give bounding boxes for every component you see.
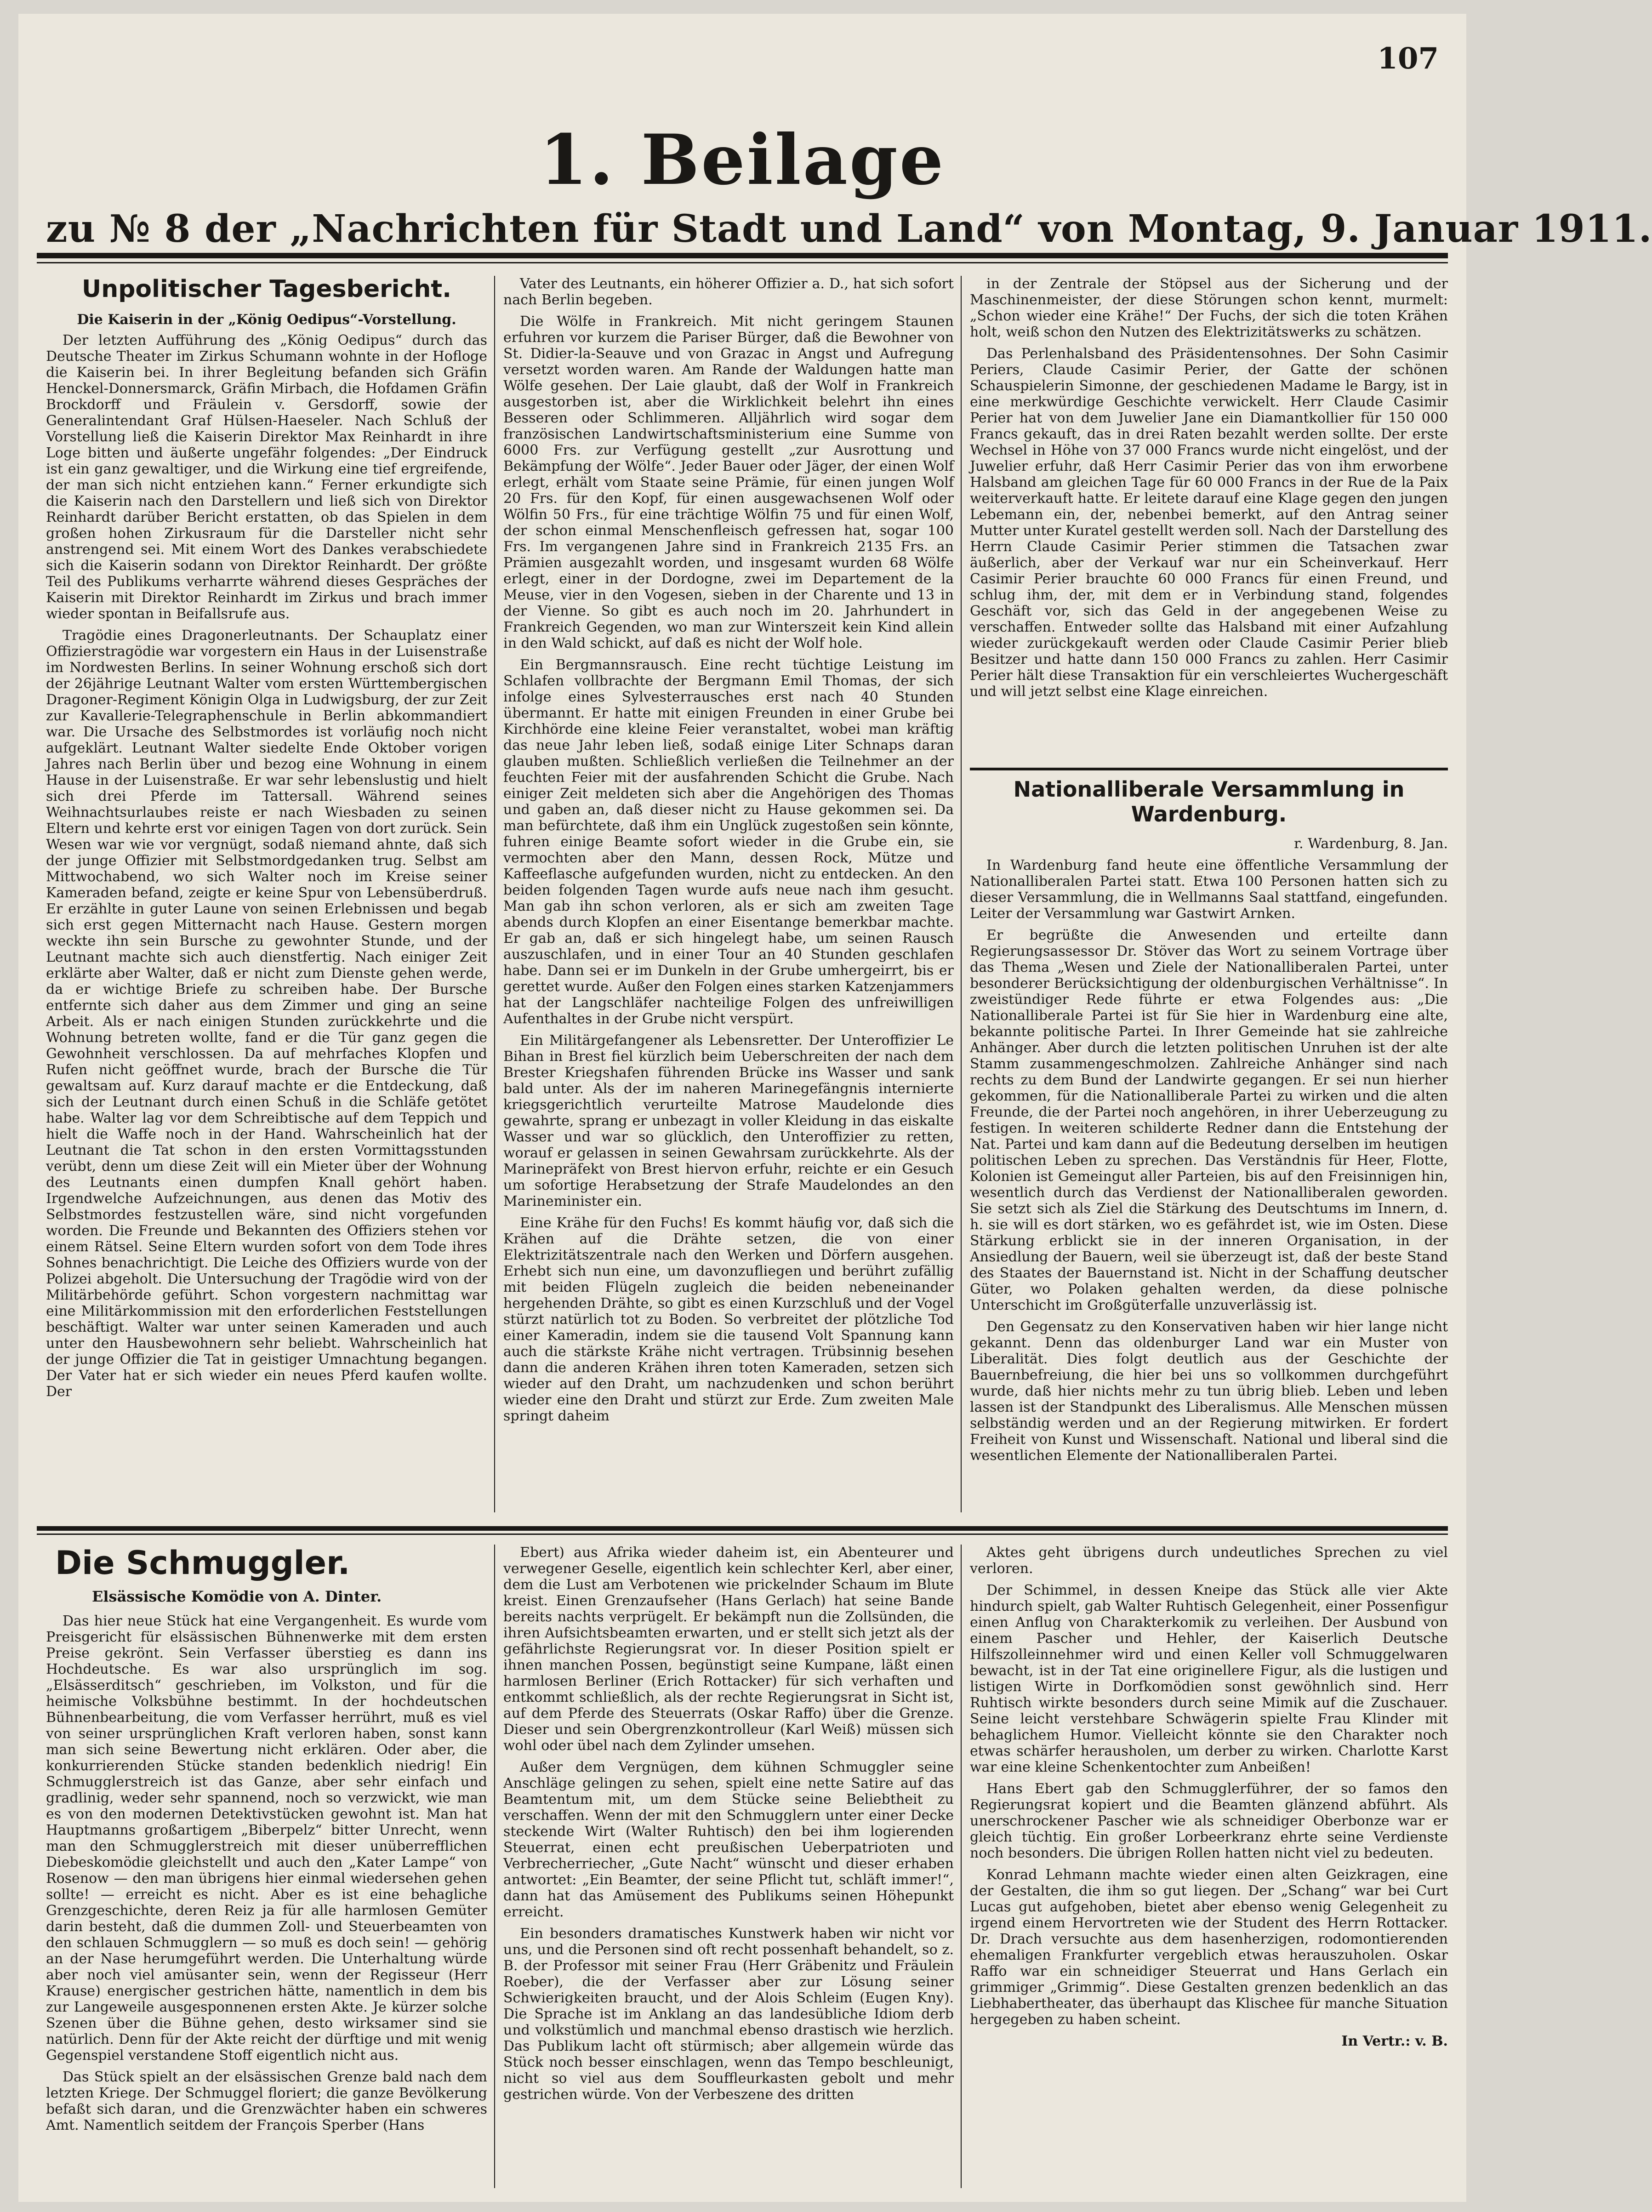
page-number: 107 [1377,41,1439,76]
newspaper-page [18,14,1652,2202]
dateline: r. Wardenburg, 8. Jan. [1294,836,1448,852]
column-divider [494,1545,495,2188]
article-paragraph: Ein Militärgefangener als Lebensretter. Der Unteroffizier Le Bihan in Brest fiel kürzlich beim Ueberschreiten der nach dem Brester Kriegshafen führenden Brücke ins Wasser und sank bald unter. Als der im naheren Marinegefängnis internierte kriegsgerichtlich verurteilte Matrose Maudelonde dies gewahrte, sprang er unbezagt in voller Kleidung in das eiskalte Wasser und war so glücklich, den Unteroffizier zu retten, worauf er gelassen in seinen Gewahrsam zurückkehrte. Als der Marinepräfekt von Brest hiervon erfuhr, reichte er ein Gesuch um sofortige Herabsetzung der Strafe Maudelondes an den Marineminister ein. [503,1032,954,1209]
feuilleton-rule-thick [37,1526,1448,1531]
column-middle [503,276,954,1512]
article-paragraph: Ein Bergmannsrausch. Eine recht tüchtige Leistung im Schlafen vollbrachte der Bergmann Emil Thomas, der sich infolge eines Sylvesterrausches erst nach 40 Stunden übermannt. Er hatte mit einigen Freunden in einer Grube bei Kirchhörde eine kleine Feier veranstaltet, wobei man kräftig das neue Jahr leben ließ, sodaß einige Liter Schnaps daran glauben mußten. Schließlich verließen die Teilnehmer an der feuchten Feier mit der ausfahrenden Schicht die Grube. Nach einiger Zeit meldeten sich aber die Angehörigen des Thomas und gaben an, daß dieser nicht zu Hause gekommen sei. Da man befürchtete, daß ihm ein Unglück zugestoßen sein könnte, fuhren einige Beamte sofort wieder in die Grube ein, sie vermochten aber den Mann, dessen Rock, Mütze und Kaffeeflasche aufgefunden wurden, nicht zu entdecken. An den beiden folgenden Tagen wurde aufs neue nach ihm gesucht. Man gab ihn schon verloren, als er sich am zweiten Tage abends durch Klopfen an einer Eisentange bemerkbar machte. Er gab an, daß er sich hingelegt habe, um seinen Rausch auszuschlafen, und in einer Tour an 40 Stunden geschlafen habe. Dann sei er im Dunkeln in der Grube umhergeirrt, bis er gerettet wurde. Außer den Folgen eines starken Katzenjammers hat der Langschläfer nachteilige Folgen des unfreiwilligen Aufenthaltes in der Grube nicht verspürt. [503,657,954,1027]
article-paragraph: Der letzten Aufführung des „König Oedipus“ durch das Deutsche Theater im Zirkus Schumann wohnte in der Hofloge die Kaiserin bei. In ihrer Begleitung befanden sich Gräfin Henckel-Donnersmarck, Gräfin Mirbach, die Hofdamen Gräfin Brockdorff und Fräulein v. Gersdorff, sowie der Generalintendant Graf Hülsen-Haeseler. Nach Schluß der Vorstellung ließ die Kaiserin Direktor Max Reinhardt in ihre Loge bitten und äußerte ungefähr folgendes: „Der Eindruck ist ein ganz gewaltiger, und die Wirkung eine tief ergreifende, der man sich nicht entziehen kann.“ Ferner erkundigte sich die Kaiserin nach den Darstellern und ließ sich von Direktor Reinhardt darüber Bericht erstatten, ob das Spielen in dem großen hohen Zirkusraum für die Darsteller nicht sehr anstrengend sei. Mit einem Wort des Dankes verabschiedete sich die Kaiserin sodann von Direktor Reinhardt. Der größte Teil des Publikums verharrte während dieses Gespräches der Kaiserin mit Direktor Reinhardt im Zirkus und brach immer wieder spontan in Beifallsrufe aus. [46,332,487,622]
column-divider [494,276,495,1512]
author-signature: In Vertr.: v. B. [1341,2033,1448,2049]
column-divider [961,276,962,1512]
section-heading: Unpolitischer Tagesbericht. [81,275,452,303]
review-paragraph: Konrad Lehmann machte wieder einen alten Geizkragen, eine der Gestalten, die ihm so gut liegen. Der „Schang“ war bei Curt Lucas gut aufgehoben, bietet aber ebenso wenig Gelegenheit zu irgend einem Hervortreten wie der Student des Herrn Rottacker. Dr. Drach versuchte aus dem hasenherzigen, rodomontierenden ehemaligen Frankfurter vergeblich etwas herauszuholen. Oskar Raffo war ein schneidiger Steuerrat und Hans Gerlach ein grimmiger „Grimmig“. Diese Gestalten grenzen bedenklich an das Liebhabertheater, das überhaupt das Klischee für manche Situation hergegeben zu haben scheint. [970,1867,1448,2028]
article-paragraph: Er begrüßte die Anwesenden und erteilte dann Regierungsassessor Dr. Stöver das Wort zu seinem Vortrage über das Thema „Wesen und Ziele der Nationalliberalen Partei, unter besonderer Berücksichtigung der oldenburgischen Verhältnisse“. In zweistündiger Rede führte er etwa Folgendes aus: „Die Nationalliberale Partei ist für Sie hier in Wardenburg eine alte, bekannte politische Partei. In Ihrer Gemeinde hat sie zahlreiche Anhänger. Aber durch die letzten politischen Unruhen ist der alte Stamm zusammengeschmolzen. Zahlreiche Anhänger sind nach rechts zu dem Bund der Landwirte gegangen. Er sei nun hierher gekommen, für die Nationalliberale Partei zu wirken und die alten Freunde, die der Partei noch angehören, in ihrer Ueberzeugung zu festigen. In weiteren schilderte Redner dann die Entstehung der Nat. Partei und kam dann auf die Bedeutung derselben im heutigen politischen Leben zu sprechen. Das Verständnis für Heer, Flotte, Kolonien ist Gemeingut aller Parteien, bis auf den Freisinnigen hin, wesentlich durch das Verdienst der Nationalliberalen geworden. Sie setzt sich als Ziel die Stärkung des Deutschtums im Innern, d. h. sie will es dort stärken, wo es gefährdet ist, wie im Osten. Diese Stärkung erblickt sie in der inneren Organisation, in der Ansiedlung der Bauern, weil sie überzeugt ist, daß der beste Stand des Staates der Bauernstand ist. Nicht in der Schaffung deutscher Güter, wo Polaken gehalten werden, da diese polnische Unterschicht im Großgüterfalle unzuverlässig ist. [970,927,1448,1313]
article-paragraph: in der Zentrale der Stöpsel aus der Sicherung und der Maschinenmeister, der diese Störungen schon kennt, murmelt: „Schon wieder eine Krähe!“ Der Fuchs, der sich die toten Krähen holt, weiß schon den Nutzen des Elektrizitätswerks zu schätzen. [970,276,1448,340]
column-right-top [970,276,1448,763]
masthead-rule-thick [37,253,1448,258]
review-paragraph: Außer dem Vergnügen, dem kühnen Schmuggler seine Anschläge gelingen zu sehen, spielt eine nette Satire auf das Beamtentum mit, um dem Stücke seine Beliebtheit zu verschaffen. Wenn der mit den Schmugglern unter einer Decke steckende Wirt (Walter Ruhtisch) den bei ihm logierenden Steuerrat, einen echt preußischen Ueberpatrioten und Verbrecherriecher, „Gute Nacht“ wünscht und dieser erhaben antwortet: „Ein Beamter, der seine Pflicht tut, schläft immer!“, dann hat das Amüsement des Publikums seinen Höhepunkt erreicht. [503,1759,954,1920]
section-rule [970,768,1448,770]
review-paragraph: Ebert) aus Afrika wieder daheim ist, ein Abenteurer und verwegener Geselle, eigentlich kein schlechter Kerl, aber einer, dem die Lust am Verbotenen wie prickelnder Schaum im Blute kreist. Einen Grenzaufseher (Hans Gerlach) hat seine Bande bereits nachts verprügelt. Er bekämpft nun die Zollsünden, die ihren Aufsichtsbeamten erwarten, und er stellt sich jetzt als der gefährlichste Regierungsrat vor. In dieser Position spielt er ihnen manchen Possen, begünstigt seine Kumpane, läßt einen harmlosen Berliner (Erich Rottacker) für sich verhaften und entkommt schließlich, als der rechte Regierungsrat in Sicht ist, auf dem Pferde des Steuerrats (Oskar Raffo) über die Grenze. Dieser und sein Obergrenzkontrolleur (Karl Weiß) müssen sich wohl oder übel nach dem Zylinder umsehen. [503,1545,954,1754]
article-heading: Die Kaiserin in der „König Oedipus“-Vorstellung. [77,312,456,328]
feuilleton-rule-thin [37,1534,1448,1535]
column-left [46,276,487,1512]
feuilleton-subheading: Elsässische Komödie von A. Dinter. [92,1588,382,1605]
masthead-rule-thin [37,262,1448,263]
nationalliberal-heading: Nationalliberale Versammlung in Wardenburg. [1013,777,1405,827]
article-paragraph: Eine Krähe für den Fuchs! Es kommt häufig vor, daß sich die Krähen auf die Drähte setzen, die von einer Elektrizitätszentrale nach den Werken und Dörfern ausgehen. Erhebt sich nun eine, um davonzufliegen und berührt zufällig mit beiden Flügeln zugleich die beiden nebeneinander hergehenden Drähte, so gibt es einen Kurzschluß und der Vogel stürzt natürlich tot zu Boden. So verbreitet der plötzliche Tod einer Kameradin, indem sie die tausend Volt Spannung kann auch die stärkste Krähe nicht vertragen. Trübsinnig besehen dann die anderen Krähen ihren toten Kameraden, setzen sich wieder auf den Draht, um nachzudenken und schon berührt wieder eine den Draht und stürzt zur Erde. Zum zweiten Male springt daheim [503,1215,954,1424]
feuilleton-col-a [46,1545,487,2188]
feuilleton-col-b [503,1545,954,2188]
article-paragraph: In Wardenburg fand heute eine öffentliche Versammlung der Nationalliberalen Partei statt. Etwa 100 Personen hatten sich zu dieser Versammlung, die in Wellmanns Saal stattfand, eingefunden. Leiter der Versammlung war Gastwirt Arnken. [970,857,1448,922]
review-paragraph: Aktes geht übrigens durch undeutliches Sprechen zu viel verloren. [970,1545,1448,1577]
review-paragraph: Hans Ebert gab den Schmugglerführer, der so famos den Regierungsrat kopiert und die Beamten glänzend abführt. Als unerschrockener Pascher wie als schneidiger Oberbonze war er gleich tüchtig. Ein großer Lorbeerkranz ehrte seine Verdienste noch besonders. Die übrigen Rollen hatten nicht viel zu bedeuten. [970,1781,1448,1861]
feuilleton-col-c [970,1545,1448,2188]
article-paragraph: Tragödie eines Dragonerleutnants. Der Schauplatz einer Offizierstragödie war vorgestern ein Haus in der Luisenstraße im Nordwesten Berlins. In seiner Wohnung erschoß sich dort der 26jährige Leutnant Walter vom ersten Württembergischen Dragoner-Regiment Königin Olga in Ludwigsburg, der zur Zeit zur Kavallerie-Telegraphenschule in Berlin abkommandiert war. Die Ursache des Selbstmordes ist vorläufig noch nicht aufgeklärt. Leutnant Walter siedelte Ende Oktober vorigen Jahres nach Berlin über und bezog eine Wohnung in einem Hause in der Luisenstraße. Er war sehr lebenslustig und hielt sich drei Pferde im Tattersall. Während seines Weihnachtsurlaubes reiste er nach Wiesbaden zu seinen Eltern und kehrte erst vor einigen Tagen von dort zurück. Sein Wesen war wie vor vergnügt, sodaß niemand ahnte, daß sich der junge Offizier mit Selbstmordgedanken trug. Selbst am Mittwochabend, wo sich Walter noch im Kreise seiner Kameraden befand, zeigte er keine Spur von Lebensüberdruß. Er erzählte in guter Laune von seinen Erlebnissen und begab sich erst gegen Mitternacht nach Hause. Gestern morgen weckte ihn sein Bursche zu gewohnter Stunde, und der Leutnant machte sich auch dienstfertig. Nach einiger Zeit erklärte aber Walter, daß er nicht zum Dienste gehen werde, da er wichtige Briefe zu schreiben habe. Der Bursche entfernte sich daher aus dem Zimmer und ging an seine Arbeit. Als er nach einigen Stunden zurückkehrte und die Wohnung betreten wollte, fand er die Tür ganz gegen die Gewohnheit verschlossen. Da auf mehrfaches Klopfen und Rufen nicht geöffnet wurde, brach der Bursche die Tür gewaltsam auf. Kurz darauf machte er die Entdeckung, daß sich der Leutnant durch einen Schuß in die Schläfe getötet habe. Walter lag vor dem Schreibtische auf dem Teppich und hielt die Waffe noch in der Hand. Wahrscheinlich hat der Leutnant die Tat schon in den ersten Vormittagsstunden verübt, denn um diese Zeit will ein Mieter über der Wohnung des Leutnants einen dumpfen Knall gehört haben. Irgendwelche Aufzeichnungen, aus denen das Motiv des Selbstmordes festzustellen wäre, sind nicht vorgefunden worden. Die Freunde und Bekannten des Offiziers stehen vor einem Rätsel. Seine Eltern wurden sofort von dem Tode ihres Sohnes benachrichtigt. Die Leiche des Offiziers wurde von der Polizei abgeholt. Die Untersuchung der Tragödie wird von der Militärbehörde geführt. Schon vorgestern nachmittag war eine Militärkommission mit den erforderlichen Feststellungen beschäftigt. Walter war unter seinen Kameraden und auch unter den Hausbewohnern sehr beliebt. Wahrscheinlich hat der junge Offizier die Tat in geistiger Umnachtung begangen. Der Vater hat er sich wieder ein neues Pferd kaufen wollte. Der [46,627,487,1400]
article-paragraph: Das Perlenhalsband des Präsidentensohnes. Der Sohn Casimir Periers, Claude Casimir Perier, der Gatte der schönen Schauspielerin Simonne, der geschiedenen Madame le Bargy, ist in eine merkwürdige Geschichte verwickelt. Herr Claude Casimir Perier hat von dem Juwelier Jane ein Diamantkollier für 150 000 Francs gekauft, das in drei Raten bezahlt werden sollte. Der erste Wechsel in Höhe von 37 000 Francs wurde nicht eingelöst, und der Juwelier erfuhr, daß Herr Casimir Perier das von ihm erworbene Halsband am gleichen Tage für 60 000 Francs in der Rue de la Paix weiterverkauft hatte. Er leitete darauf eine Klage gegen den jungen Lebemann ein, der, nebenbei bemerkt, auf den Antrag seiner Mutter unter Kuratel gestellt werden soll. Nach der Darstellung des Herrn Claude Casimir Perier stimmen die Tatsachen zwar äußerlich, aber der Verkauf war nur ein Scheinverkauf. Herr Casimir Perier brauchte 60 000 Francs für einen Freund, und schlug ihm, der, mit dem er in Verbindung stand, folgendes Geschäft vor, sich das Geld in der angegebenen Weise zu verschaffen. Entweder sollte das Halsband mit einer Aufzahlung wieder zurückgekauft werden oder Claude Casimir Perier blieb Besitzer und hatte dann 150 000 Francs zu zahlen. Herr Casimir Perier hält diese Transaktion für ein verschleiertes Wuchergeschäft und will jetzt selbst eine Klage einreichen. [970,346,1448,700]
article-paragraph: Den Gegensatz zu den Konservativen haben wir hier lange nicht gekannt. Denn das oldenburger Land war ein Muster von Liberalität. Dies folgt deutlich aus der Geschichte der Bauernbefreiung, die hier bei uns so vollkommen durchgeführt wurde, daß hier nichts mehr zu tun übrig blieb. Leben und leben lassen ist der Standpunkt des Liberalismus. Alle Menschen müssen selbständig werden und an der Regierung mitwirken. Er fordert Freiheit von Kunst und Wissenschaft. National und liberal sind die wesentlichen Elemente der Nationalliberalen Partei. [970,1319,1448,1464]
masthead-subtitle: zu № 8 der „Nachrichten für Stadt und Land“ von Montag, 9. Januar 1911. [46,207,1652,251]
supplement-title: 1. Beilage [539,120,946,200]
review-paragraph: Das hier neue Stück hat eine Vergangenheit. Es wurde vom Preisgericht für elsässischen Bühnenwerke mit dem ersten Preise gekrönt. Sein Verfasser überstieg es dann ins Hochdeutsche. Es war also ursprünglich im sog. „Elsässerditsch“ geschrieben, im Volkston, und für die heimische Volksbühne bestimmt. In der hochdeutschen Bühnenbearbeitung, die vom Verfasser herrührt, muß es viel von seiner ursprünglichen Kraft verloren haben, sonst kann man sich seine Bewertung nicht erklären. Oder aber, die konkurrierenden Stücke standen bedenklich niedrig! Ein Schmugglerstreich ist das Ganze, aber sehr einfach und gradlinig, weder sehr spannend, noch so verzwickt, wie man es von den modernen Detektivstücken gewohnt ist. Man hat Hauptmanns großartigem „Biberpelz“ bitter Unrecht, wenn man den Schmugglerstreich mit dieser unüberrefflichen Diebeskomödie gleichstellt und auch den „Kater Lampe“ von Rosenow — den man übrigens hier einmal wiedersehen gehen sollte! — erreicht es nicht. Aber es ist eine behagliche Grenzgeschichte, deren Reiz ja für alle harmlosen Gemüter darin besteht, daß die dummen Zoll- und Steuerbeamten von den schlauen Schmugglern — so muß es doch sein! — gehörig an der Nase herumgeführt werden. Die Unterhaltung würde aber noch viel amüsanter sein, wenn der Regisseur (Herr Krause) energischer gestrichen hätte, namentlich in dem bis zur Langeweile ausgesponnenen ersten Akte. Je kürzer solche Szenen über die Bühne gehen, desto wirksamer sind sie natürlich. Denn für der Akte reicht der dürftige und mit wenig Gegenspiel verstandene Stoff eigentlich nicht aus. [46,1613,487,2064]
column-right-bottom [970,777,1448,1512]
column-divider [961,1545,962,2188]
feuilleton-heading: Die Schmuggler. [55,1544,350,1582]
review-paragraph: Der Schimmel, in dessen Kneipe das Stück alle vier Akte hindurch spielt, gab Walter Ruhtisch Gelegenheit, einer Possenfigur einen Anflug von Charakterkomik zu verleihen. Der Ausbund von einem Pascher und Hehler, der Kaiserlich Deutsche Hilfszolleinnehmer wird und einen Keller voll Schmuggelwaren bewacht, ist in der Tat eine originellere Figur, als die lustigen und listigen Wirte in Dorfkomödien sonst gewöhnlich sind. Herr Ruhtisch wirkte besonders durch seine Mimik auf die Zuschauer. Seine leicht verstehbare Schwägerin spielte Frau Klinder mit behaglichem Humor. Vielleicht könnte sie den Charakter noch etwas schärfer herausholen, um derber zu wirken. Charlotte Karst war eine kleine Schenkentochter zum Anbeißen! [970,1582,1448,1775]
article-paragraph: Vater des Leutnants, ein höherer Offizier a. D., hat sich sofort nach Berlin begeben. [503,276,954,308]
review-paragraph: Das Stück spielt an der elsässischen Grenze bald nach dem letzten Kriege. Der Schmuggel floriert; die ganze Bevölkerung befaßt sich daran, und die Grenzwächter haben ein schweres Amt. Namentlich seitdem der François Sperber (Hans [46,2069,487,2133]
review-paragraph: Ein besonders dramatisches Kunstwerk haben wir nicht vor uns, und die Personen sind oft recht possenhaft behandelt, so z. B. der Professor mit seiner Frau (Herr Gräbenitz und Fräulein Roeber), die der Verfasser aber zur Lösung seiner Schwierigkeiten braucht, und der Alois Schleim (Eugen Kny). Die Sprache ist im Anklang an das landesübliche Idiom derb und volkstümlich und manchmal ebenso drastisch wie herzlich. Das Publikum lacht oft stürmisch; aber allgemein würde das Stück noch besser einschlagen, wenn das Tempo beschleunigt, nicht so viel aus dem Souffleurkasten gebolt und mehr gestrichen würde. Von der Verbeszene des dritten [503,1926,954,2103]
article-paragraph: Die Wölfe in Frankreich. Mit nicht geringem Staunen erfuhren vor kurzem die Pariser Bürger, daß die Bewohner von St. Didier-la-Seauve und von Grazac in Angst und Aufregung versetzt worden waren. Am Rande der Waldungen hatte man Wölfe gesehen. Der Laie glaubt, daß der Wolf in Frankreich ausgestorben ist, aber die Wirklichkeit belehrt ihn eines Besseren oder Schlimmeren. Alljährlich wird sogar dem französischen Landwirtschaftsministerium eine Summe von 6000 Frs. zur Verfügung gestellt „zur Ausrottung und Bekämpfung der Wölfe“. Jeder Bauer oder Jäger, der einen Wolf erlegt, erhält vom Staate seine Prämie, für einen jungen Wolf 20 Frs. für den Kopf, für einen ausgewachsenen Wolf oder Wölfin 50 Frs., für eine trächtige Wölfin 75 und für einen Wolf, der schon einmal Menschenfleisch gefressen hat, sogar 100 Frs. Im vergangenen Jahre sind in Frankreich 2135 Frs. an Prämien ausgezahlt worden, und insgesamt wurden 68 Wölfe erlegt, einer in der Dordogne, zwei im Departement de la Meuse, vier in den Vogesen, sieben in der Charente und 13 in der Vienne. So gibt es auch noch im 20. Jahrhundert in Frankreich Gegenden, wo man zur Winterszeit kein Kind allein in den Wald schickt, auf daß es nicht der Wolf hole. [503,314,954,651]
